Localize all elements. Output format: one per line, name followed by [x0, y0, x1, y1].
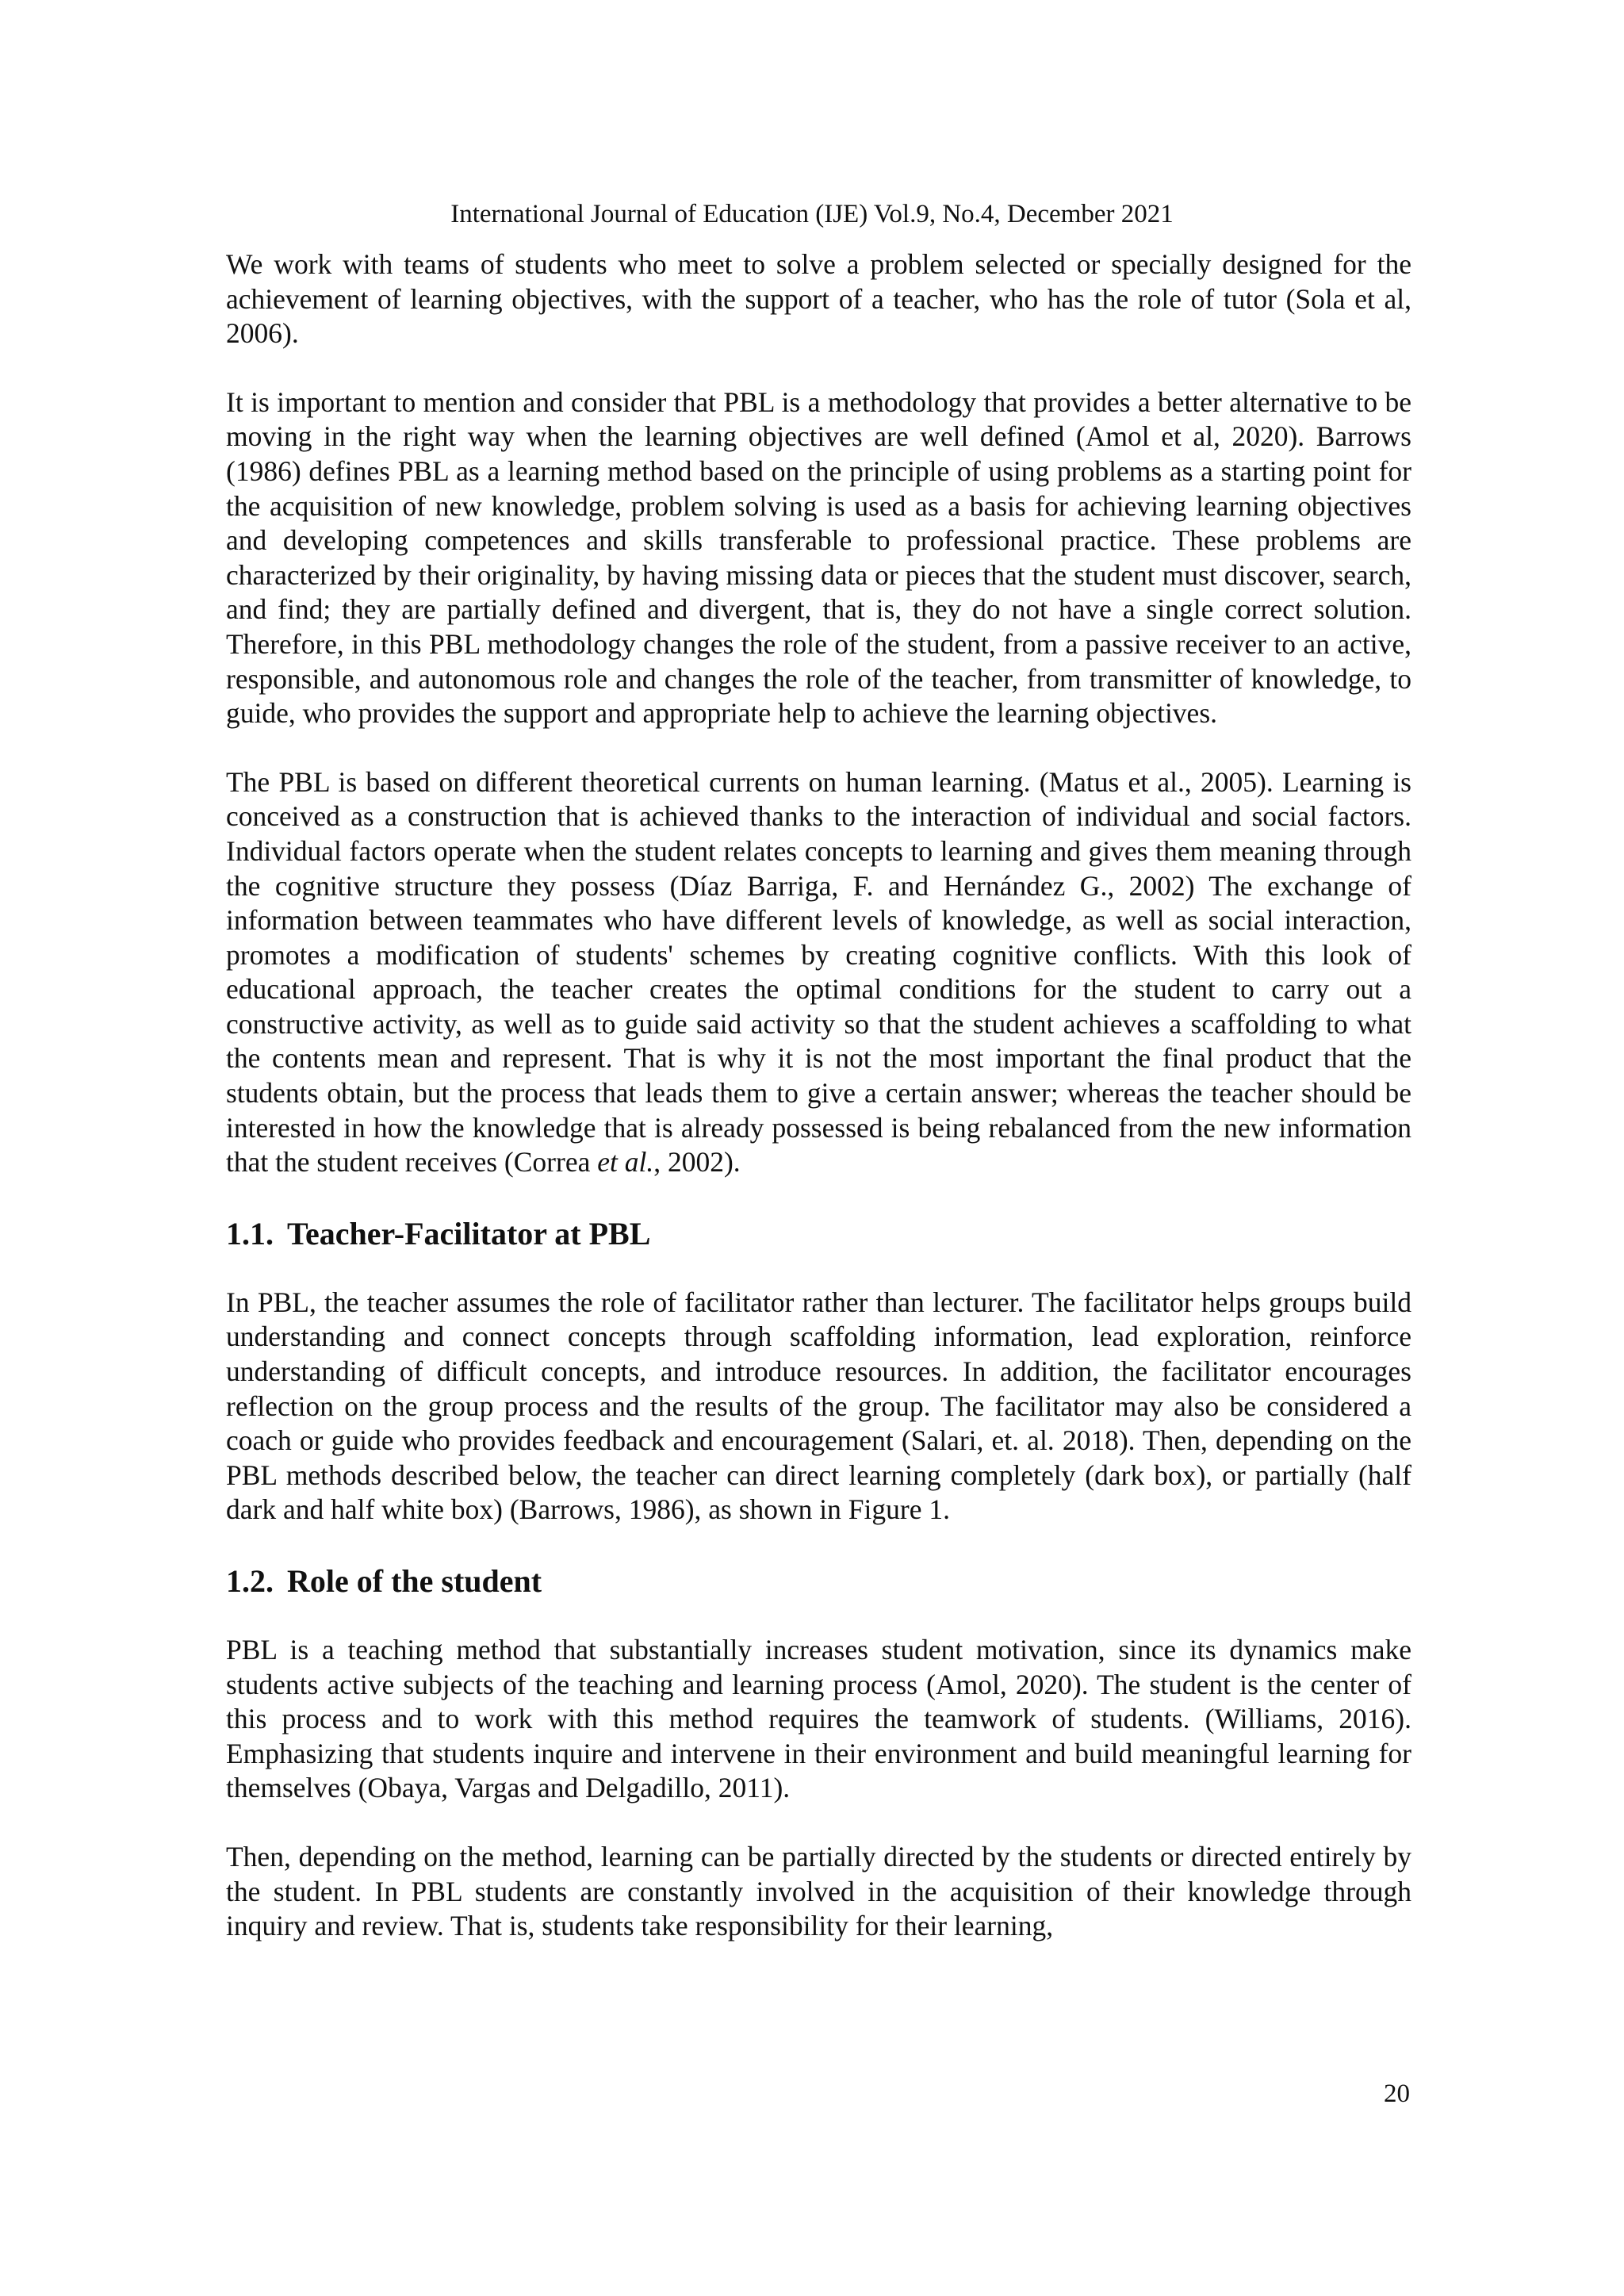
article-body — [226, 247, 1411, 1978]
intro-paragraph-2: It is important to mention and consider that PBL is a methodology that provides a better alternative to be moving in the right way when the learning objectives are well defined (Amol et al, 2020). Barrows (1986) defines PBL as a learning method based on the principle of using problems as a starting point for the acquisition of new knowledge, problem solving is used as a basis for achieving learning objectives and developing competences and skills transferable to professional practice. These problems are characterized by their originality, by having missing data or pieces that the student must discover, search, and find; they are partially defined and divergent, that is, they do not have a single correct solution. Therefore, in this PBL methodology changes the role of the student, from a passive receiver to an active, responsible, and autonomous role and changes the role of the teacher, from transmitter of knowledge, to guide, who provides the support and appropriate help to achieve the learning objectives. — [226, 385, 1411, 730]
intro-paragraph-1: We work with teams of students who meet to solve a problem selected or specially designed for the achievement of learning objectives, with the support of a teacher, who has the role of tutor (Sola et al, 2006). — [226, 248, 1411, 350]
section-1-2-paragraph-2: Then, depending on the method, learning can be partially directed by the students or directed entirely by the student. In PBL students are constantly involved in the acquisition of their knowledge through inquiry and review. That is, students take responsibility for their learning, — [226, 1840, 1411, 1942]
section-title: Role of the student — [287, 1563, 542, 1599]
intro-paragraph-3-end: , 2002). — [653, 1146, 741, 1179]
section-1-1-paragraph-1: In PBL, the teacher assumes the role of facilitator rather than lecturer. The facilitator helps groups build understanding and connect concepts through scaffolding information, lead exploration, reinforce understanding of difficult concepts, and introduce resources. In addition, the facilitator encourages reflection on the group process and the results of the group. The facilitator may also be considered a coach or guide who provides feedback and encouragement (Salari, et. al. 2018). Then, depending on the PBL methods described below, the teacher can direct learning completely (dark box), or partially (half dark and half white box) (Barrows, 1986), as shown in Figure 1. — [226, 1286, 1411, 1526]
running-header: International Journal of Education (IJE) Vol.9, No.4, December 2021 — [450, 200, 1174, 228]
section-number: 1.1. — [226, 1215, 274, 1251]
section-number: 1.2. — [226, 1563, 274, 1599]
section-heading-1-2 — [226, 1562, 1411, 1601]
section-1-2-paragraph-1: PBL is a teaching method that substantially increases student motivation, since its dynamics make students active subjects of the teaching and learning process (Amol, 2020). The student is the center of this process and to work with this method requires the teamwork of students. (Williams, 2016). Emphasizing that students inquire and intervene in their environment and build meaningful learning for themselves (Obaya, Vargas and Delgadillo, 2011). — [226, 1634, 1411, 1804]
intro-paragraph-3-text: The PBL is based on different theoretical currents on human learning. (Matus et al., 2005). Learning is conceived as a construction that is achieved thanks to the interaction of individual and social factors. Individual factors operate when the student relates concepts to learning and gives them meaning through the cognitive structure they possess (Díaz Barriga, F. and Hernández G., 2002) The exchange of information between teammates who have different levels of knowledge, as well as social interaction, promotes a modification of students' schemes by creating cognitive conflicts. With this look of educational approach, the teacher creates the optimal conditions for the student to carry out a constructive activity, as well as to guide said activity so that the student achieves a scaffolding to what the contents mean and represent. That is why it is not the most important the final product that the students obtain, but the process that leads them to give a certain answer; whereas the teacher should be interested in how the knowledge that is already possessed is being rebalanced from the new information that the student receives (Correa — [226, 765, 1411, 1179]
intro-paragraph-3 — [226, 765, 1411, 1180]
citation-et-al: et al. — [597, 1146, 654, 1179]
page-number: 20 — [1384, 2079, 1410, 2108]
section-title: Teacher-Facilitator at PBL — [287, 1215, 651, 1251]
section-heading-1-1 — [226, 1214, 1411, 1254]
